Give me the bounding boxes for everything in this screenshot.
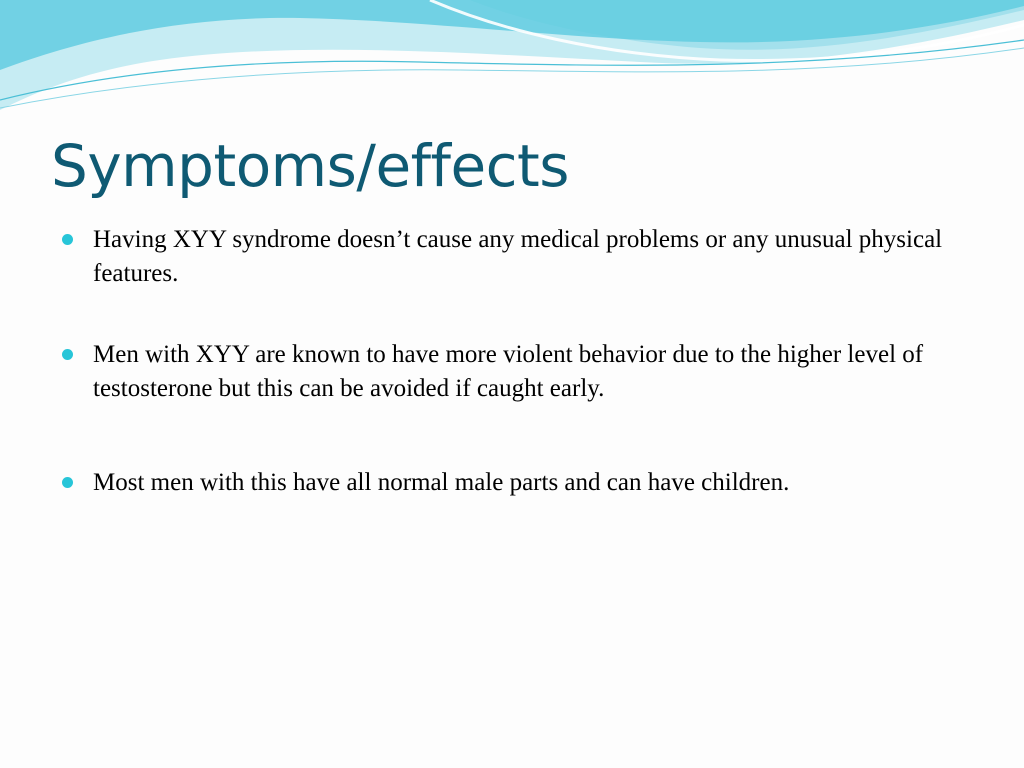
bullet-dot-icon (62, 477, 73, 488)
bullet-dot-icon (62, 349, 73, 360)
bullet-text: Having XYY syndrome doesn’t cause any medical problems or any unusual physical features. (93, 226, 943, 287)
bullet-dot-icon (62, 234, 73, 245)
bullet-text: Most men with this have all normal male parts and can have children. (93, 469, 790, 496)
decorative-wave-header (0, 0, 1024, 120)
bullet-text: Men with XYY are known to have more violent behavior due to the higher level of testosterone but this can be avoided if caught early. (93, 341, 924, 402)
slide-title: Symptoms/effects (51, 132, 569, 200)
